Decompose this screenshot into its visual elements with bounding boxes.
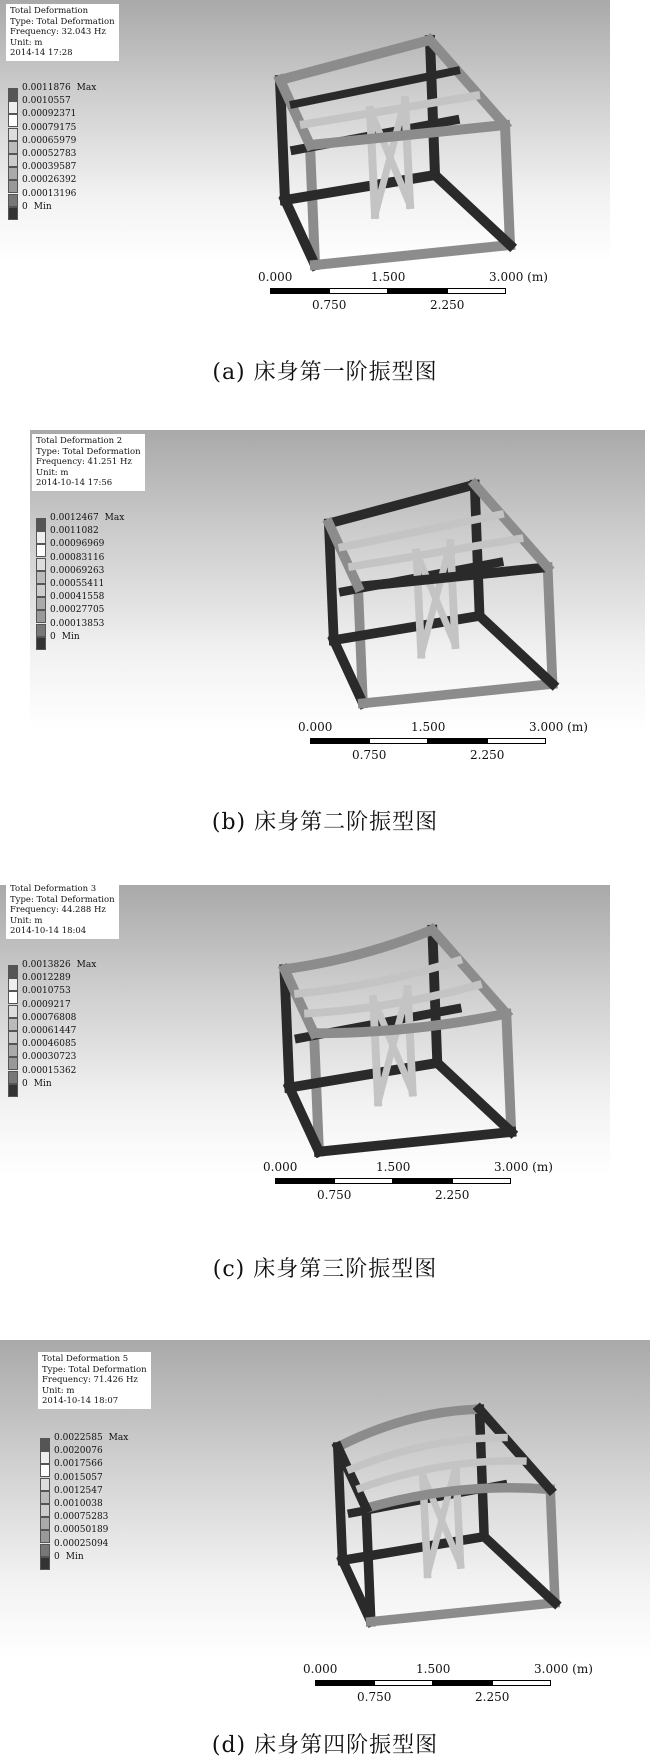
legend-value: 0.00061447 — [22, 1025, 77, 1036]
legend-value: 0.00013196 — [22, 188, 77, 199]
result-frequency: Frequency: 44.288 Hz — [10, 905, 106, 915]
legend-value: 0.0011082 — [50, 526, 99, 537]
scale-label-top: 3.000 (m) — [534, 1662, 593, 1676]
scale-label-bottom: 0.750 — [312, 298, 347, 312]
legend-min-tag: Min — [61, 631, 80, 642]
info-box-a — [6, 4, 119, 61]
legend-swatch — [8, 1018, 18, 1031]
frame-top-beam — [284, 930, 432, 969]
frame-base-beam — [371, 1603, 555, 1622]
legend-value: 0.00052783 — [22, 148, 77, 159]
frame-model-a — [240, 25, 600, 265]
frame-base-beam — [363, 684, 553, 703]
result-unit: Unit: m — [10, 37, 43, 48]
result-title: Total Deformation 2 — [36, 436, 123, 446]
scale-bar-d — [303, 1662, 635, 1722]
legend-swatch — [40, 1544, 50, 1557]
legend-max-tag: Max — [108, 1433, 129, 1443]
legend-swatch — [36, 544, 46, 557]
scale-segment — [315, 1680, 374, 1686]
info-box-d — [38, 1352, 151, 1409]
scale-segment — [270, 288, 329, 294]
legend-value: 0.00025094 — [54, 1538, 109, 1549]
frame-base-beam — [480, 616, 553, 684]
mode-shape-panel-a — [0, 0, 650, 390]
figure-caption-c: (c) 床身第三阶振型图 — [212, 1257, 438, 1282]
legend-swatch — [8, 180, 18, 193]
legend-value: 0.0010557 — [22, 96, 71, 107]
scale-segment — [433, 1680, 492, 1686]
result-date: 2014-14 17:28 — [10, 48, 73, 58]
legend-swatch — [36, 571, 46, 584]
scale-segment — [310, 738, 369, 744]
scale-label-top: 3.000 (m) — [494, 1160, 553, 1174]
frame-base-beam — [315, 245, 510, 265]
figure-caption-b: (b) 床身第二阶振型图 — [211, 810, 439, 835]
legend-value: 0.0022585 Max — [54, 1433, 129, 1443]
result-type: Type: Total Deformation — [42, 1364, 147, 1375]
frame-brace — [375, 100, 405, 215]
legend-swatch — [8, 207, 18, 220]
legend-swatch — [36, 558, 46, 571]
result-frequency: Frequency: 32.043 Hz — [10, 27, 106, 37]
legend-swatch — [36, 518, 46, 531]
frame-top-beam — [475, 485, 548, 568]
result-date: 2014-10-14 18:07 — [42, 1396, 119, 1406]
result-frequency: Frequency: 41.251 Hz — [36, 457, 132, 467]
legend-swatch — [8, 1084, 18, 1097]
scale-label-top: 3.000 (m) — [489, 270, 548, 284]
legend-swatch — [36, 637, 46, 650]
legend-value: 0.00069263 — [50, 565, 105, 576]
legend-value: 0.0010753 — [22, 986, 71, 997]
legend-value: 0.00055411 — [50, 578, 105, 589]
legend-value: 0.0012467 Max — [50, 513, 125, 523]
legend-value: 0.00030723 — [22, 1052, 77, 1063]
legend-value: 0.00065979 — [22, 135, 77, 146]
legend-swatch — [8, 991, 18, 1004]
legend-swatch — [8, 154, 18, 167]
scale-label-top: 0.000 — [303, 1662, 338, 1676]
result-title: Total Deformation — [10, 6, 89, 16]
legend-value: 0.00050189 — [54, 1525, 109, 1536]
frame-model-b — [290, 470, 640, 720]
result-date: 2014-10-14 18:04 — [10, 926, 87, 936]
legend-swatch — [8, 167, 18, 180]
legend-swatch — [36, 597, 46, 610]
frame-model-c — [245, 915, 600, 1165]
scale-label-bottom: 2.250 — [435, 1188, 470, 1202]
legend-min-tag: Min — [65, 1551, 84, 1562]
result-title: Total Deformation 5 — [42, 1354, 129, 1364]
frame-top-beam — [479, 1409, 550, 1489]
frame-leg — [430, 40, 435, 175]
legend-swatch — [8, 1071, 18, 1084]
frame-base-beam — [484, 1537, 555, 1603]
legend-value: 0.0011876 Max — [22, 83, 97, 93]
legend-value: 0.00039587 — [22, 162, 77, 173]
scale-label-bottom: 0.750 — [352, 748, 387, 762]
result-type: Type: Total Deformation — [36, 446, 141, 457]
frame-top-beam — [280, 40, 430, 80]
legend-value: 0 Min — [22, 1078, 52, 1089]
scale-label-bottom: 2.250 — [470, 748, 505, 762]
scale-segment — [393, 1178, 452, 1184]
legend-swatch — [8, 128, 18, 141]
result-type: Type: Total Deformation — [10, 894, 115, 905]
legend-swatch — [8, 194, 18, 207]
legend-swatch — [36, 624, 46, 637]
legend-value: 0 Min — [50, 631, 80, 642]
frame-leg — [479, 1409, 484, 1537]
scale-segment — [492, 1680, 551, 1686]
legend-max-tag: Max — [104, 513, 125, 523]
legend-value: 0.00041558 — [50, 592, 105, 603]
legend-swatch — [8, 965, 18, 978]
scale-label-top: 0.000 — [263, 1160, 298, 1174]
result-unit: Unit: m — [10, 915, 43, 926]
legend-swatch — [40, 1504, 50, 1517]
scale-label-top: 1.500 — [411, 720, 446, 734]
frame-leg — [506, 1014, 511, 1132]
frame-base-beam — [437, 1063, 511, 1132]
legend-min-tag: Min — [33, 1078, 52, 1089]
frame-top-beam — [329, 485, 475, 524]
legend-swatch — [36, 610, 46, 623]
legend-value: 0.0020076 — [54, 1446, 103, 1457]
legend-max-tag: Max — [76, 960, 97, 970]
scale-segment — [334, 1178, 393, 1184]
scale-bar-a — [258, 270, 570, 330]
scale-label-bottom: 0.750 — [357, 1690, 392, 1704]
result-frequency: Frequency: 71.426 Hz — [42, 1375, 138, 1385]
legend-value: 0.0012289 — [22, 973, 71, 984]
info-box-c — [6, 882, 119, 939]
result-date: 2014-10-14 17:56 — [36, 478, 113, 488]
legend-value: 0.0013826 Max — [22, 960, 97, 970]
scale-bar-c — [263, 1160, 575, 1220]
legend-value: 0.0015057 — [54, 1472, 103, 1483]
figure-caption-a: (a) 床身第一阶振型图 — [212, 360, 438, 385]
scale-label-top: 1.500 — [416, 1662, 451, 1676]
legend-max-tag: Max — [76, 83, 97, 93]
frame-model-d — [300, 1395, 640, 1655]
legend-value: 0.00076808 — [22, 1012, 77, 1023]
legend-swatch — [8, 1057, 18, 1070]
legend-value: 0.00026392 — [22, 175, 77, 186]
frame-base-beam — [435, 175, 510, 245]
legend-value: 0.00015362 — [22, 1065, 77, 1076]
frame-leg — [550, 1489, 555, 1602]
legend-value: 0.0012547 — [54, 1485, 103, 1496]
frame-leg — [505, 125, 510, 245]
mode-shape-panel-d — [0, 1310, 650, 1761]
legend-value: 0.00083116 — [50, 552, 105, 563]
legend-value: 0.00046085 — [22, 1039, 77, 1050]
scale-segment — [369, 738, 428, 744]
frame-base-beam — [319, 1132, 511, 1152]
scale-label-bottom: 2.250 — [475, 1690, 510, 1704]
scale-segment — [329, 288, 388, 294]
scale-segment — [388, 288, 447, 294]
mode-shape-panel-b — [0, 430, 650, 840]
legend-value: 0.00013853 — [50, 618, 105, 629]
legend-swatch — [40, 1557, 50, 1570]
mode-shape-panel-c — [0, 860, 650, 1290]
frame-brace — [428, 1466, 456, 1575]
legend-swatch — [40, 1438, 50, 1451]
legend-value: 0 Min — [22, 201, 52, 212]
legend-value: 0.0010038 — [54, 1498, 103, 1509]
legend-swatch — [8, 114, 18, 127]
frame-top-beam — [430, 40, 505, 125]
legend-swatch — [40, 1464, 50, 1477]
legend-swatch — [36, 531, 46, 544]
frame-leg — [548, 567, 553, 684]
scale-segment — [275, 1178, 334, 1184]
legend-swatch — [8, 1005, 18, 1018]
legend-swatch — [40, 1491, 50, 1504]
scale-label-top: 0.000 — [258, 270, 293, 284]
info-box-b — [32, 434, 145, 491]
scale-label-top: 0.000 — [298, 720, 333, 734]
legend-swatch — [8, 978, 18, 991]
result-unit: Unit: m — [36, 467, 69, 478]
legend-min-tag: Min — [33, 201, 52, 212]
scale-segment — [452, 1178, 511, 1184]
legend-value: 0 Min — [54, 1551, 84, 1562]
legend-swatch — [8, 141, 18, 154]
legend-value: 0.00027705 — [50, 605, 105, 616]
legend-swatch — [8, 88, 18, 101]
legend-value: 0.0009217 — [22, 999, 71, 1010]
result-unit: Unit: m — [42, 1385, 75, 1396]
legend-value: 0.00096969 — [50, 539, 105, 550]
legend-swatch — [8, 1044, 18, 1057]
legend-value: 0.00079175 — [22, 122, 77, 133]
scale-label-top: 3.000 (m) — [529, 720, 588, 734]
scale-segment — [374, 1680, 433, 1686]
legend-swatch — [40, 1517, 50, 1530]
scale-segment — [447, 288, 506, 294]
scale-label-bottom: 2.250 — [430, 298, 465, 312]
result-type: Type: Total Deformation — [10, 16, 115, 27]
legend-value: 0.0017566 — [54, 1459, 103, 1470]
scale-bar-b — [298, 720, 610, 780]
frame-brace — [421, 543, 450, 655]
scale-segment — [487, 738, 546, 744]
legend-value: 0.00075283 — [54, 1512, 109, 1523]
scale-label-top: 1.500 — [376, 1160, 411, 1174]
scale-segment — [428, 738, 487, 744]
legend-swatch — [36, 584, 46, 597]
legend-swatch — [8, 101, 18, 114]
scale-label-top: 1.500 — [371, 270, 406, 284]
legend-swatch — [40, 1530, 50, 1543]
legend-swatch — [40, 1478, 50, 1491]
frame-top-beam — [432, 930, 506, 1014]
frame-leg — [475, 485, 480, 616]
legend-value: 0.00092371 — [22, 109, 77, 120]
scale-label-bottom: 0.750 — [317, 1188, 352, 1202]
result-title: Total Deformation 3 — [10, 884, 97, 894]
figure-caption-d: (d) 床身第四阶振型图 — [211, 1733, 439, 1758]
legend-swatch — [8, 1031, 18, 1044]
legend-swatch — [40, 1451, 50, 1464]
